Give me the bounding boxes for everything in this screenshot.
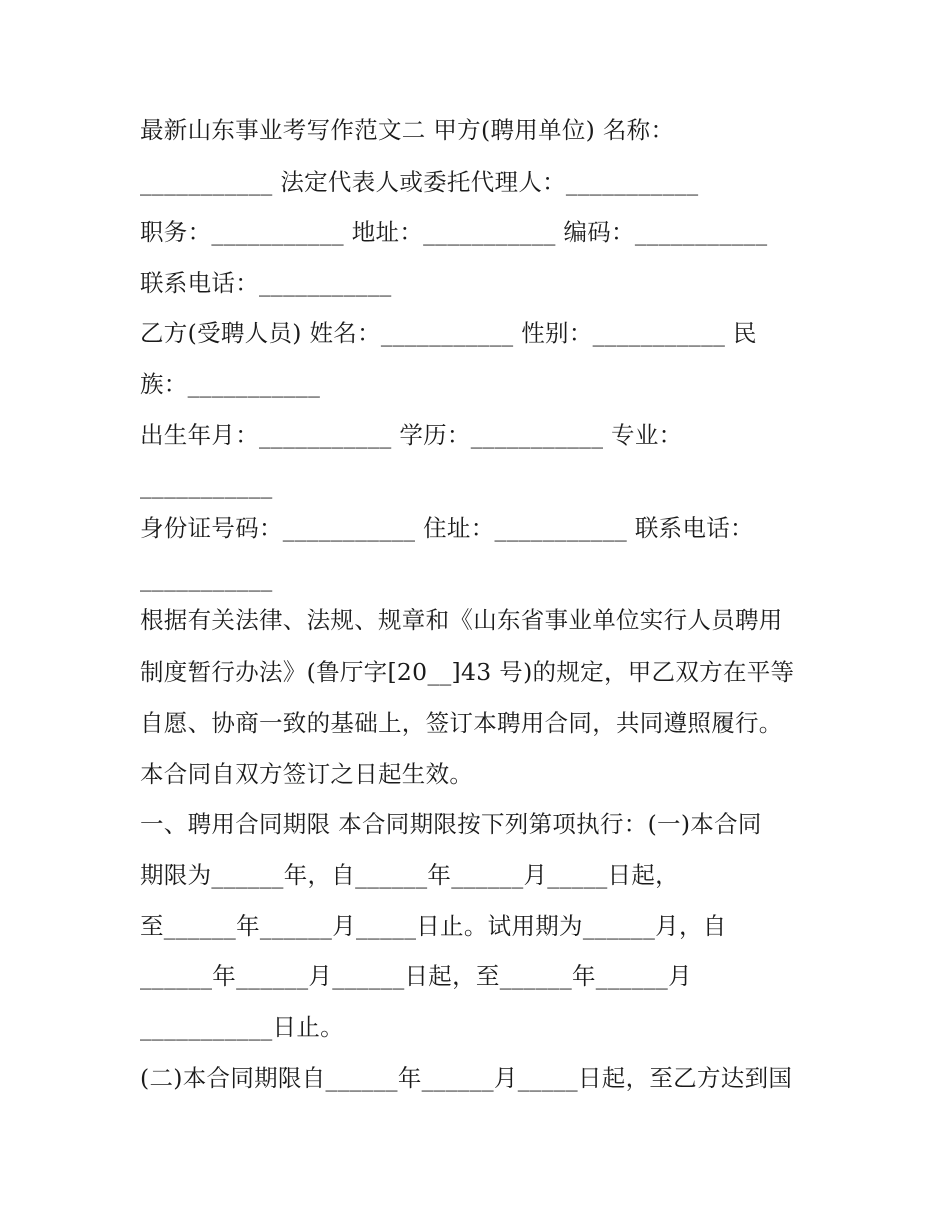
doc-line-term-heading: 一、聘用合同期限 本合同期限按下列第项执行：(一)本合同 — [140, 810, 762, 838]
doc-line-party-b-name-gender: 乙方(受聘人员) 姓名：___________ 性别：___________ 民 — [140, 319, 757, 347]
doc-line-preamble-2: 制度暂行办法》(鲁厅字[20__]43 号)的规定，甲乙双方在平等 — [140, 658, 795, 686]
doc-line-ethnicity: 族：___________ — [140, 370, 321, 398]
doc-line-position-address-code: 职务：___________ 地址：___________ 编码：___________ — [140, 218, 768, 246]
doc-line-term-1: 期限为______年，自______年______月_____日起， — [140, 861, 679, 889]
doc-line-preamble-4: 本合同自双方签订之日起生效。 — [140, 760, 474, 788]
doc-line-term-3: ______年______月______日起，至______年______月 — [140, 962, 692, 990]
doc-line-phone-blank: ___________ — [140, 564, 273, 592]
doc-line-term-2: 至______年______月_____日止。试用期为______月，自 — [140, 912, 727, 940]
doc-line-id-address-phone: 身份证号码：___________ 住址：___________ 联系电话： — [140, 514, 754, 542]
doc-line-preamble-3: 自愿、协商一致的基础上，签订本聘用合同，共同遵照履行。 — [140, 709, 783, 737]
doc-line-contact-phone: 联系电话：___________ — [140, 269, 392, 297]
doc-line-term-5: (二)本合同期限自______年______月_____日起，至乙方达到国 — [140, 1064, 793, 1092]
doc-line-term-4: ___________日止。 — [140, 1013, 344, 1041]
doc-line-birth-education-major: 出生年月：___________ 学历：___________ 专业： — [140, 421, 683, 449]
doc-line-legal-representative: ___________ 法定代表人或委托代理人：___________ — [140, 168, 699, 196]
doc-line-major-blank: ___________ — [140, 471, 273, 499]
doc-line-title-party-a: 最新山东事业考写作范文二 甲方(聘用单位) 名称： — [140, 116, 675, 144]
doc-line-preamble-1: 根据有关法律、法规、规章和《山东省事业单位实行人员聘用 — [140, 606, 783, 634]
